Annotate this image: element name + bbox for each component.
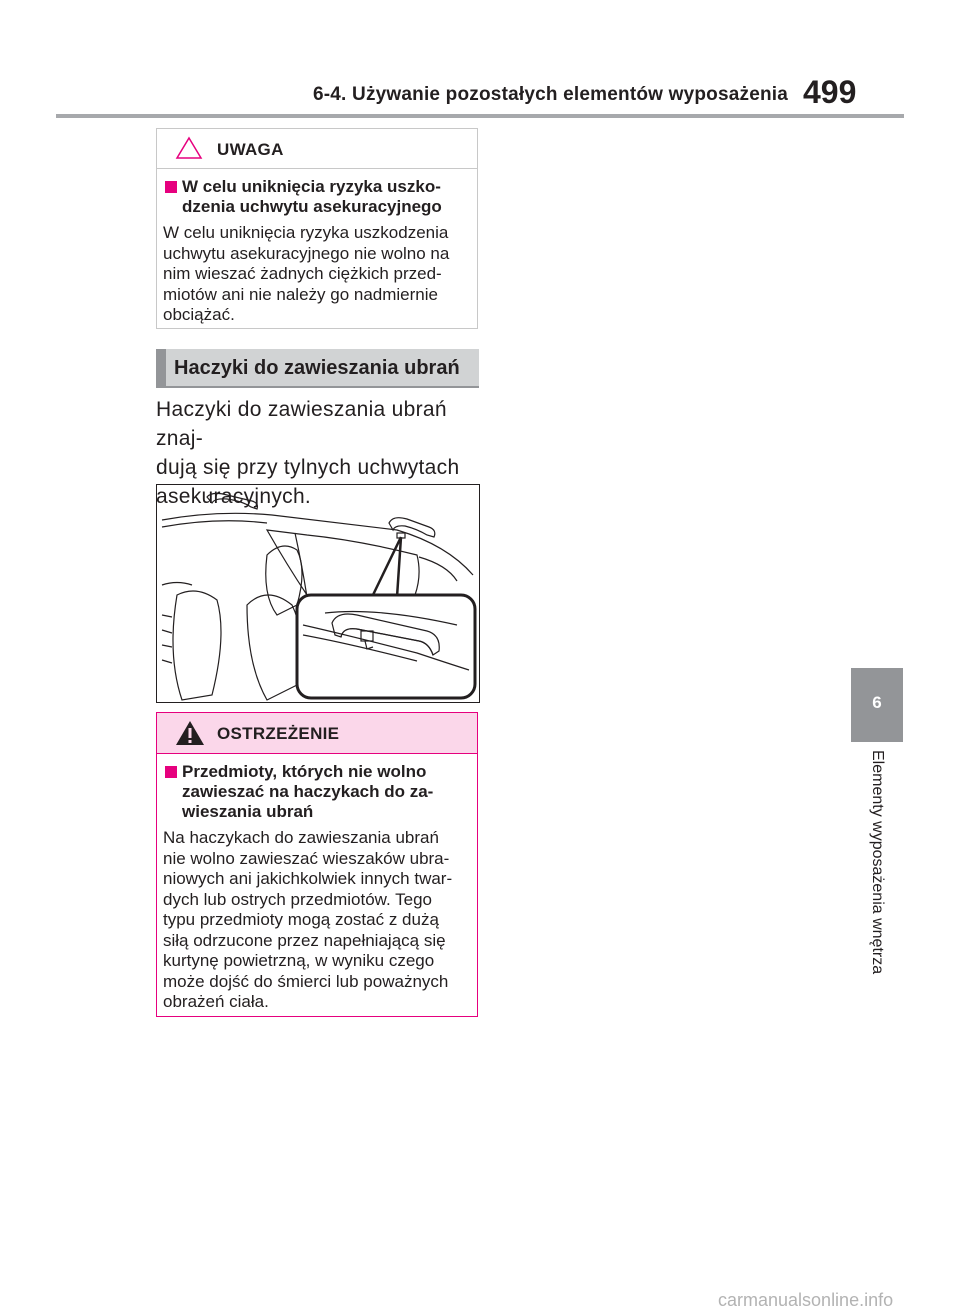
warning-header	[157, 713, 477, 754]
warning-subhead-line: zawieszać na haczykach do za-	[182, 782, 434, 801]
caution-subhead-line: W celu uniknięcia ryzyka uszko-	[182, 177, 441, 196]
caution-subhead-line: dzenia uchwytu asekuracyjnego	[182, 197, 442, 216]
warning-box	[156, 712, 478, 1017]
page-header	[0, 0, 960, 120]
coat-hook-figure	[156, 484, 480, 703]
warning-triangle-icon	[175, 720, 205, 751]
warning-subhead	[163, 762, 471, 822]
warning-text-line: obrażeń ciała.	[163, 992, 269, 1011]
section-body-line: asekuracyjnych.	[156, 485, 312, 508]
caution-text-line: obciążać.	[163, 305, 235, 324]
caution-text-line: miotów ani nie należy go nadmiernie	[163, 284, 438, 304]
warning-title: OSTRZEŻENIE	[217, 724, 340, 743]
watermark: carmanualsonline.info	[718, 1290, 894, 1310]
caution-triangle-icon	[175, 136, 203, 165]
warning-subhead-line: Przedmioty, których nie wolno	[182, 762, 427, 781]
warning-text-line: dych lub ostrych przedmiotów. Tego	[163, 889, 432, 909]
section-heading: Haczyki do zawieszania ubrań	[174, 357, 460, 379]
car-interior-illustration	[157, 485, 480, 703]
caution-title: UWAGA	[217, 140, 284, 159]
warning-text-line: może dojść do śmierci lub poważnych	[163, 971, 449, 991]
bullet-square-icon	[165, 766, 177, 778]
section-heading-bar	[156, 349, 479, 388]
chapter-label: Elementy wyposażenia wnętrza	[869, 750, 886, 975]
caution-text	[163, 223, 471, 326]
header-divider	[56, 114, 904, 118]
warning-text-line: niowych ani jakichkolwiek innych twar-	[163, 869, 453, 888]
caution-text-line: nim wieszać żadnych ciężkich przed-	[163, 264, 442, 283]
warning-subhead-line: wieszania ubrań	[182, 802, 314, 821]
bullet-square-icon	[165, 181, 177, 193]
warning-text-line: nie wolno zawieszać wieszaków ubra-	[163, 848, 450, 868]
caution-header	[157, 129, 477, 169]
caution-text-line: W celu uniknięcia ryzyka uszkodzenia	[163, 223, 449, 242]
warning-text	[163, 828, 471, 1013]
chapter-tab: 6	[851, 668, 903, 742]
warning-text-line: kurtynę powietrzną, w wyniku czego	[163, 951, 435, 970]
page-number: 499	[803, 74, 857, 110]
warning-text-line: typu przedmioty mogą zostać z dużą	[163, 910, 439, 929]
section-body-line: dują się przy tylnych uchwytach	[156, 456, 460, 479]
caution-subhead	[163, 177, 471, 217]
warning-text-line: Na haczykach do zawieszania ubrań	[163, 828, 439, 847]
warning-text-line: siłą odrzucone przez napełniającą się	[163, 930, 446, 950]
section-title: 6-4. Używanie pozostałych elementów wyposażenia	[313, 84, 789, 105]
section-body-line: Haczyki do zawieszania ubrań znaj-	[156, 398, 447, 450]
caution-text-line: uchwytu asekuracyjnego nie wolno na	[163, 243, 450, 263]
caution-box	[156, 128, 478, 329]
